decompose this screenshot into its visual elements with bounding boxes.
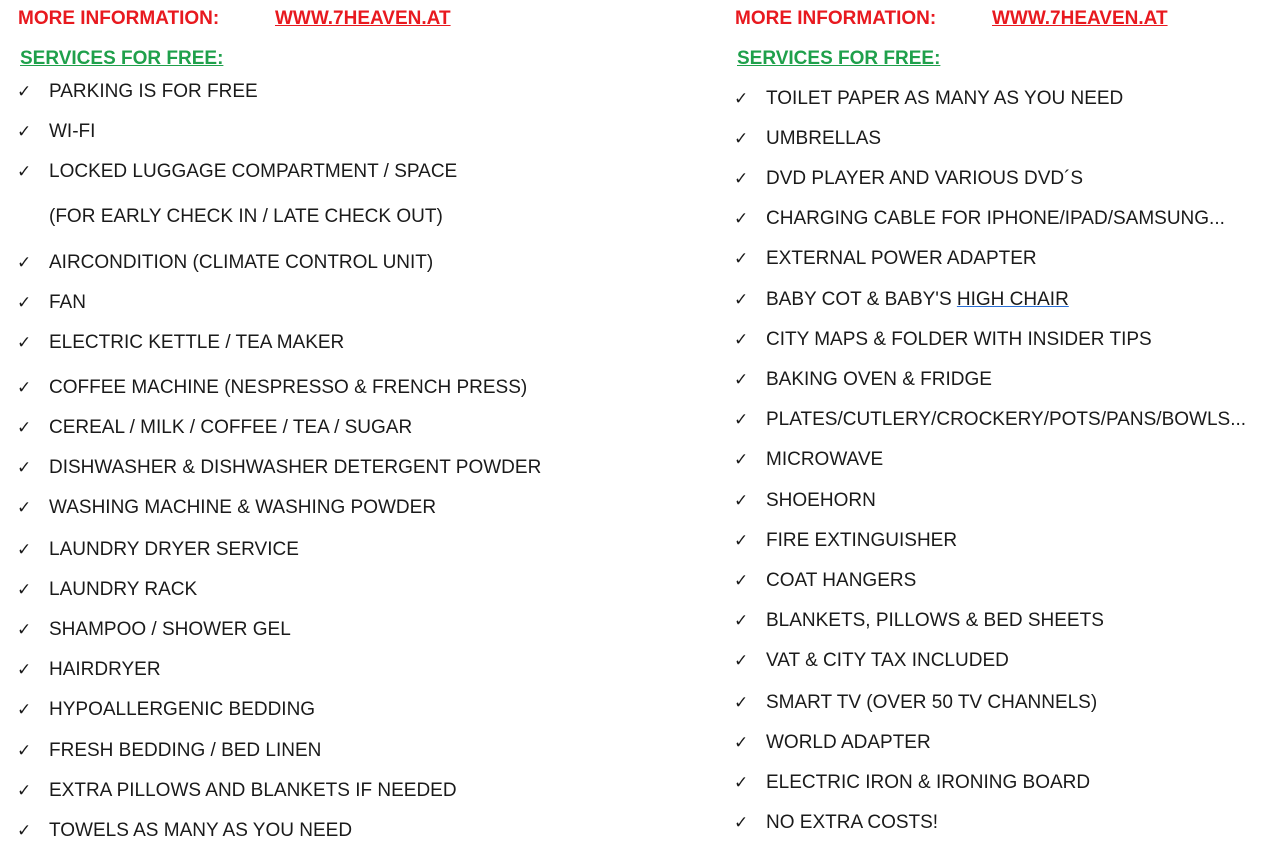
right-column: MORE INFORMATION: WWW.7HEAVEN.AT SERVICES FOR FREE: ✓ TOILET PAPER AS MANY AS YOU NEED ✓ UMBRELLAS ✓ DVD PLAYER AND VARIOUS DVD´S ✓ CHARGING CABLE FOR IPHONE/IPAD/SAMSUNG... ✓ EXTERNAL POWER ADAPTER ✓ BABY COT & BABY'S HIGH CHAIR ✓ CITY MAPS & FOLDER WITH INSIDER TIPS ✓ BAKING OVEN & FRIDGE ✓ PLATES/CUTLERY/CROCKERY/POTS/PANS/BOWLS... ✓ MICROWAVE ✓ SHOEHORN ✓ FIRE EXTINGUISHER ✓ COAT HANGERS ✓ BLANKETS, PILLOWS & BED SHEETS ✓ VAT & CITY TAX INCLUDED ✓ SMART TV (OVER 50 TV CHANNELS) ✓ WORLD ADAPTER ✓ ELECTRIC IRON & IRONING BOARD ✓ NO EXTRA COSTS! [717,0,1277,853]
checkmark-icon: ✓ [734,169,749,188]
services-heading: SERVICES FOR FREE: [737,48,941,69]
checkmark-icon: ✓ [17,498,32,517]
website-link[interactable]: WWW.7HEAVEN.AT [992,8,1168,29]
checkmark-icon: ✓ [17,458,32,477]
checkmark-icon: ✓ [734,410,749,429]
checkmark-icon: ✓ [17,540,32,559]
left-column: MORE INFORMATION: WWW.7HEAVEN.AT SERVICES FOR FREE: ✓ PARKING IS FOR FREE ✓ WI-FI ✓ LOCKED LUGGAGE COMPARTMENT / SPACE (FOR EARLY CHECK IN / LATE CHECK OUT) ✓ AIRCONDITION (CLIMATE CONTROL UNIT) ✓ FAN ✓ ELECTRIC KETTLE / TEA MAKER ✓ COFFEE MACHINE (NESPRESSO & FRENCH PRESS) ✓ CEREAL / MILK / COFFEE / TEA / SUGAR ✓ DISHWASHER & DISHWASHER DETERGENT POWDER ✓ WASHING MACHINE & WASHING POWDER ✓ LAUNDRY DRYER SERVICE ✓ LAUNDRY RACK ✓ SHAMPOO / SHOWER GEL ✓ HAIRDRYER ✓ HYPOALLERGENIC BEDDING ✓ FRESH BEDDING / BED LINEN ✓ EXTRA PILLOWS AND BLANKETS IF NEEDED ✓ TOWELS AS MANY AS YOU NEED [0,0,560,853]
checkmark-icon: ✓ [734,89,749,108]
website-link[interactable]: WWW.7HEAVEN.AT [275,8,451,29]
checkmark-icon: ✓ [734,249,749,268]
checkmark-icon: ✓ [734,209,749,228]
checkmark-icon: ✓ [17,620,32,639]
checkmark-icon: ✓ [17,660,32,679]
checkmark-icon: ✓ [734,491,749,510]
checkmark-icon: ✓ [17,293,32,312]
checkmark-icon: ✓ [17,122,32,141]
checkmark-icon: ✓ [734,571,749,590]
checkmark-icon: ✓ [734,330,749,349]
checkmark-icon: ✓ [17,741,32,760]
checkmark-icon: ✓ [17,82,32,101]
more-information-label: MORE INFORMATION: [18,8,220,29]
checkmark-icon: ✓ [17,418,32,437]
checkmark-icon: ✓ [734,773,749,792]
checkmark-icon: ✓ [734,611,749,630]
checkmark-icon: ✓ [17,378,32,397]
checkmark-icon: ✓ [17,333,32,352]
checkmark-icon: ✓ [17,700,32,719]
checkmark-icon: ✓ [17,580,32,599]
checkmark-icon: ✓ [17,781,32,800]
more-information-label: MORE INFORMATION: [735,8,937,29]
checkmark-icon: ✓ [734,693,749,712]
high-chair-link: HIGH CHAIR [956,289,1069,310]
checkmark-icon: ✓ [17,162,32,181]
checkmark-icon: ✓ [734,370,749,389]
checkmark-icon: ✓ [734,651,749,670]
checkmark-icon: ✓ [17,821,32,840]
services-heading: SERVICES FOR FREE: [20,48,224,69]
checkmark-icon: ✓ [734,450,749,469]
checkmark-icon: ✓ [734,290,749,309]
checkmark-icon: ✓ [734,733,749,752]
checkmark-icon: ✓ [734,813,749,832]
checkmark-icon: ✓ [734,531,749,550]
checkmark-icon: ✓ [734,129,749,148]
checkmark-icon: ✓ [17,253,32,272]
